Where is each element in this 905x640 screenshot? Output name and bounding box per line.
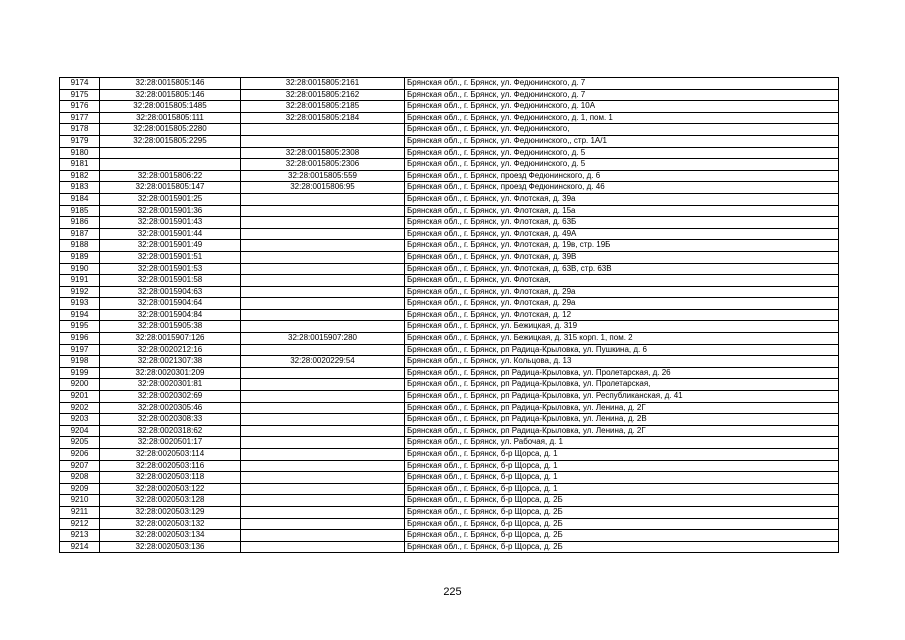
registry-table	[59, 77, 839, 553]
object-cadastral-number-cell: 32:28:0015805:2306	[241, 159, 405, 171]
row-number-cell: 9176	[60, 101, 100, 113]
row-number-cell: 9200	[60, 379, 100, 391]
land-cadastral-number-cell: 32:28:0015904:84	[100, 309, 241, 321]
address-cell: Брянская обл., г. Брянск, ул. Бежицкая, д. 315 корп. 1, пом. 2	[405, 333, 839, 345]
row-number-cell: 9211	[60, 506, 100, 518]
address-cell: Брянская обл., г. Брянск, б-р Щорса, д. 2Б	[405, 541, 839, 553]
address-cell: Брянская обл., г. Брянск, ул. Федюнинского, д. 5	[405, 159, 839, 171]
table-row	[60, 89, 839, 101]
land-cadastral-number-cell	[100, 159, 241, 171]
row-number-cell: 9201	[60, 391, 100, 403]
table-row	[60, 344, 839, 356]
row-number-cell: 9202	[60, 402, 100, 414]
row-number-cell: 9207	[60, 460, 100, 472]
land-cadastral-number-cell: 32:28:0015805:146	[100, 78, 241, 90]
land-cadastral-number-cell: 32:28:0015901:51	[100, 251, 241, 263]
row-number-cell: 9185	[60, 205, 100, 217]
land-cadastral-number-cell: 32:28:0015901:43	[100, 217, 241, 229]
object-cadastral-number-cell: 32:28:0015805:2184	[241, 112, 405, 124]
object-cadastral-number-cell	[241, 530, 405, 542]
row-number-cell: 9191	[60, 275, 100, 287]
object-cadastral-number-cell	[241, 425, 405, 437]
row-number-cell: 9213	[60, 530, 100, 542]
address-cell: Брянская обл., г. Брянск, ул. Бежицкая, д. 319	[405, 321, 839, 333]
table-row	[60, 286, 839, 298]
table-row	[60, 182, 839, 194]
object-cadastral-number-cell	[241, 367, 405, 379]
land-cadastral-number-cell: 32:28:0020503:118	[100, 472, 241, 484]
row-number-cell: 9193	[60, 298, 100, 310]
table-row	[60, 170, 839, 182]
row-number-cell: 9198	[60, 356, 100, 368]
table-row	[60, 518, 839, 530]
object-cadastral-number-cell	[241, 518, 405, 530]
land-cadastral-number-cell: 32:28:0015905:38	[100, 321, 241, 333]
row-number-cell: 9209	[60, 483, 100, 495]
object-cadastral-number-cell	[241, 379, 405, 391]
address-cell: Брянская обл., г. Брянск, проезд Федюнинского, д. 6	[405, 170, 839, 182]
row-number-cell: 9181	[60, 159, 100, 171]
address-cell: Брянская обл., г. Брянск, б-р Щорса, д. 1	[405, 449, 839, 461]
object-cadastral-number-cell: 32:28:0015805:2162	[241, 89, 405, 101]
address-cell: Брянская обл., г. Брянск, проезд Федюнинского, д. 46	[405, 182, 839, 194]
land-cadastral-number-cell: 32:28:0015901:49	[100, 240, 241, 252]
table-row	[60, 112, 839, 124]
address-cell: Брянская обл., г. Брянск, б-р Щорса, д. 1	[405, 472, 839, 484]
table-row	[60, 472, 839, 484]
land-cadastral-number-cell: 32:28:0015805:1485	[100, 101, 241, 113]
object-cadastral-number-cell	[241, 205, 405, 217]
land-cadastral-number-cell: 32:28:0020503:114	[100, 449, 241, 461]
land-cadastral-number-cell: 32:28:0020503:122	[100, 483, 241, 495]
table-row	[60, 159, 839, 171]
table-row	[60, 240, 839, 252]
table-row	[60, 483, 839, 495]
table-row	[60, 402, 839, 414]
address-cell: Брянская обл., г. Брянск, ул. Флотская, д. 19в, стр. 19Б	[405, 240, 839, 252]
land-cadastral-number-cell: 32:28:0015805:2280	[100, 124, 241, 136]
land-cadastral-number-cell	[100, 147, 241, 159]
land-cadastral-number-cell: 32:28:0015805:111	[100, 112, 241, 124]
table-row	[60, 425, 839, 437]
address-cell: Брянская обл., г. Брянск, рп Радица-Крыловка, ул. Ленина, д. 2Г	[405, 402, 839, 414]
land-cadastral-number-cell: 32:28:0015904:64	[100, 298, 241, 310]
table-row	[60, 321, 839, 333]
table-row	[60, 495, 839, 507]
row-number-cell: 9182	[60, 170, 100, 182]
address-cell: Брянская обл., г. Брянск, ул. Федюнинского, д. 10А	[405, 101, 839, 113]
object-cadastral-number-cell	[241, 135, 405, 147]
land-cadastral-number-cell: 32:28:0020503:132	[100, 518, 241, 530]
address-cell: Брянская обл., г. Брянск, ул. Федюнинского, д. 7	[405, 78, 839, 90]
address-cell: Брянская обл., г. Брянск, ул. Флотская, д. 39а	[405, 193, 839, 205]
table-row	[60, 124, 839, 136]
object-cadastral-number-cell	[241, 124, 405, 136]
object-cadastral-number-cell	[241, 437, 405, 449]
land-cadastral-number-cell: 32:28:0020503:116	[100, 460, 241, 472]
table-row	[60, 135, 839, 147]
land-cadastral-number-cell: 32:28:0015805:146	[100, 89, 241, 101]
land-cadastral-number-cell: 32:28:0015901:53	[100, 263, 241, 275]
table-row	[60, 309, 839, 321]
table-row	[60, 379, 839, 391]
object-cadastral-number-cell	[241, 217, 405, 229]
table-row	[60, 541, 839, 553]
object-cadastral-number-cell	[241, 449, 405, 461]
row-number-cell: 9186	[60, 217, 100, 229]
row-number-cell: 9190	[60, 263, 100, 275]
row-number-cell: 9214	[60, 541, 100, 553]
address-cell: Брянская обл., г. Брянск, рп Радица-Крыловка, ул. Пролетарская, д. 26	[405, 367, 839, 379]
address-cell: Брянская обл., г. Брянск, ул. Федюнинского, д. 5	[405, 147, 839, 159]
address-cell: Брянская обл., г. Брянск, ул. Флотская,	[405, 275, 839, 287]
row-number-cell: 9196	[60, 333, 100, 345]
address-cell: Брянская обл., г. Брянск, рп Радица-Крыловка, ул. Пушкина, д. 6	[405, 344, 839, 356]
address-cell: Брянская обл., г. Брянск, рп Радица-Крыловка, ул. Ленина, д. 2В	[405, 414, 839, 426]
row-number-cell: 9187	[60, 228, 100, 240]
land-cadastral-number-cell: 32:28:0015901:25	[100, 193, 241, 205]
object-cadastral-number-cell: 32:28:0015805:2161	[241, 78, 405, 90]
row-number-cell: 9194	[60, 309, 100, 321]
row-number-cell: 9177	[60, 112, 100, 124]
land-cadastral-number-cell: 32:28:0015901:36	[100, 205, 241, 217]
table-row	[60, 506, 839, 518]
row-number-cell: 9206	[60, 449, 100, 461]
address-cell: Брянская обл., г. Брянск, б-р Щорса, д. 2Б	[405, 530, 839, 542]
row-number-cell: 9189	[60, 251, 100, 263]
land-cadastral-number-cell: 32:28:0015901:44	[100, 228, 241, 240]
table-row	[60, 78, 839, 90]
object-cadastral-number-cell	[241, 344, 405, 356]
table-row	[60, 449, 839, 461]
land-cadastral-number-cell: 32:28:0015805:2295	[100, 135, 241, 147]
land-cadastral-number-cell: 32:28:0020503:134	[100, 530, 241, 542]
row-number-cell: 9208	[60, 472, 100, 484]
object-cadastral-number-cell	[241, 506, 405, 518]
table-row	[60, 367, 839, 379]
object-cadastral-number-cell	[241, 541, 405, 553]
row-number-cell: 9204	[60, 425, 100, 437]
table-row	[60, 437, 839, 449]
row-number-cell: 9203	[60, 414, 100, 426]
address-cell: Брянская обл., г. Брянск, б-р Щорса, д. 2Б	[405, 518, 839, 530]
address-cell: Брянская обл., г. Брянск, ул. Флотская, д. 12	[405, 309, 839, 321]
land-cadastral-number-cell: 32:28:0020305:46	[100, 402, 241, 414]
object-cadastral-number-cell: 32:28:0015806:95	[241, 182, 405, 194]
row-number-cell: 9184	[60, 193, 100, 205]
land-cadastral-number-cell: 32:28:0020302:69	[100, 391, 241, 403]
address-cell: Брянская обл., г. Брянск, б-р Щорса, д. 1	[405, 483, 839, 495]
object-cadastral-number-cell	[241, 298, 405, 310]
table-row	[60, 228, 839, 240]
object-cadastral-number-cell	[241, 391, 405, 403]
table-row	[60, 101, 839, 113]
table-row	[60, 333, 839, 345]
land-cadastral-number-cell: 32:28:0015805:147	[100, 182, 241, 194]
object-cadastral-number-cell	[241, 472, 405, 484]
row-number-cell: 9174	[60, 78, 100, 90]
land-cadastral-number-cell: 32:28:0020308:33	[100, 414, 241, 426]
object-cadastral-number-cell	[241, 286, 405, 298]
table-row	[60, 193, 839, 205]
object-cadastral-number-cell	[241, 402, 405, 414]
table-row	[60, 414, 839, 426]
object-cadastral-number-cell	[241, 275, 405, 287]
row-number-cell: 9195	[60, 321, 100, 333]
address-cell: Брянская обл., г. Брянск, ул. Федюнинского, д. 1, пом. 1	[405, 112, 839, 124]
address-cell: Брянская обл., г. Брянск, б-р Щорса, д. 1	[405, 460, 839, 472]
address-cell: Брянская обл., г. Брянск, ул. Федюнинского,, стр. 1А/1	[405, 135, 839, 147]
row-number-cell: 9180	[60, 147, 100, 159]
land-cadastral-number-cell: 32:28:0020301:81	[100, 379, 241, 391]
row-number-cell: 9199	[60, 367, 100, 379]
table-row	[60, 530, 839, 542]
object-cadastral-number-cell	[241, 414, 405, 426]
address-cell: Брянская обл., г. Брянск, б-р Щорса, д. 2Б	[405, 506, 839, 518]
table-row	[60, 298, 839, 310]
table-row	[60, 147, 839, 159]
table-row	[60, 217, 839, 229]
land-cadastral-number-cell: 32:28:0015904:63	[100, 286, 241, 298]
address-cell: Брянская обл., г. Брянск, рп Радица-Крыловка, ул. Ленина, д. 2Г	[405, 425, 839, 437]
land-cadastral-number-cell: 32:28:0015901:58	[100, 275, 241, 287]
address-cell: Брянская обл., г. Брянск, ул. Федюнинского, д. 7	[405, 89, 839, 101]
table-row	[60, 460, 839, 472]
object-cadastral-number-cell	[241, 460, 405, 472]
land-cadastral-number-cell: 32:28:0020503:128	[100, 495, 241, 507]
land-cadastral-number-cell: 32:28:0020503:129	[100, 506, 241, 518]
table-row	[60, 251, 839, 263]
object-cadastral-number-cell	[241, 251, 405, 263]
object-cadastral-number-cell: 32:28:0015805:559	[241, 170, 405, 182]
object-cadastral-number-cell	[241, 495, 405, 507]
address-cell: Брянская обл., г. Брянск, рп Радица-Крыловка, ул. Пролетарская,	[405, 379, 839, 391]
object-cadastral-number-cell	[241, 263, 405, 275]
object-cadastral-number-cell	[241, 228, 405, 240]
address-cell: Брянская обл., г. Брянск, ул. Кольцова, д. 13	[405, 356, 839, 368]
row-number-cell: 9178	[60, 124, 100, 136]
row-number-cell: 9179	[60, 135, 100, 147]
address-cell: Брянская обл., г. Брянск, ул. Флотская, д. 63Б	[405, 217, 839, 229]
address-cell: Брянская обл., г. Брянск, рп Радица-Крыловка, ул. Республиканская, д. 41	[405, 391, 839, 403]
address-cell: Брянская обл., г. Брянск, б-р Щорса, д. 2Б	[405, 495, 839, 507]
row-number-cell: 9205	[60, 437, 100, 449]
object-cadastral-number-cell	[241, 321, 405, 333]
object-cadastral-number-cell	[241, 240, 405, 252]
land-cadastral-number-cell: 32:28:0020503:136	[100, 541, 241, 553]
address-cell: Брянская обл., г. Брянск, ул. Федюнинского,	[405, 124, 839, 136]
table-row	[60, 391, 839, 403]
land-cadastral-number-cell: 32:28:0020212:16	[100, 344, 241, 356]
table-row	[60, 205, 839, 217]
address-cell: Брянская обл., г. Брянск, ул. Флотская, д. 49А	[405, 228, 839, 240]
row-number-cell: 9192	[60, 286, 100, 298]
table-row	[60, 275, 839, 287]
row-number-cell: 9212	[60, 518, 100, 530]
row-number-cell: 9188	[60, 240, 100, 252]
page-number: 225	[443, 586, 462, 598]
row-number-cell: 9183	[60, 182, 100, 194]
object-cadastral-number-cell: 32:28:0015805:2185	[241, 101, 405, 113]
object-cadastral-number-cell: 32:28:0015907:280	[241, 333, 405, 345]
object-cadastral-number-cell: 32:28:0015805:2308	[241, 147, 405, 159]
land-cadastral-number-cell: 32:28:0020301:209	[100, 367, 241, 379]
land-cadastral-number-cell: 32:28:0020318:62	[100, 425, 241, 437]
row-number-cell: 9175	[60, 89, 100, 101]
address-cell: Брянская обл., г. Брянск, ул. Флотская, д. 15а	[405, 205, 839, 217]
address-cell: Брянская обл., г. Брянск, ул. Флотская, д. 29а	[405, 286, 839, 298]
land-cadastral-number-cell: 32:28:0015907:126	[100, 333, 241, 345]
row-number-cell: 9210	[60, 495, 100, 507]
land-cadastral-number-cell: 32:28:0021307:38	[100, 356, 241, 368]
object-cadastral-number-cell: 32:28:0020229:54	[241, 356, 405, 368]
address-cell: Брянская обл., г. Брянск, ул. Флотская, д. 29а	[405, 298, 839, 310]
object-cadastral-number-cell	[241, 483, 405, 495]
address-cell: Брянская обл., г. Брянск, ул. Флотская, д. 63В, стр. 63В	[405, 263, 839, 275]
address-cell: Брянская обл., г. Брянск, ул. Флотская, д. 39В	[405, 251, 839, 263]
address-cell: Брянская обл., г. Брянск, ул. Рабочая, д. 1	[405, 437, 839, 449]
land-cadastral-number-cell: 32:28:0020501:17	[100, 437, 241, 449]
land-cadastral-number-cell: 32:28:0015806:22	[100, 170, 241, 182]
object-cadastral-number-cell	[241, 193, 405, 205]
registry-table-body	[60, 78, 839, 553]
table-row	[60, 263, 839, 275]
row-number-cell: 9197	[60, 344, 100, 356]
object-cadastral-number-cell	[241, 309, 405, 321]
table-row	[60, 356, 839, 368]
